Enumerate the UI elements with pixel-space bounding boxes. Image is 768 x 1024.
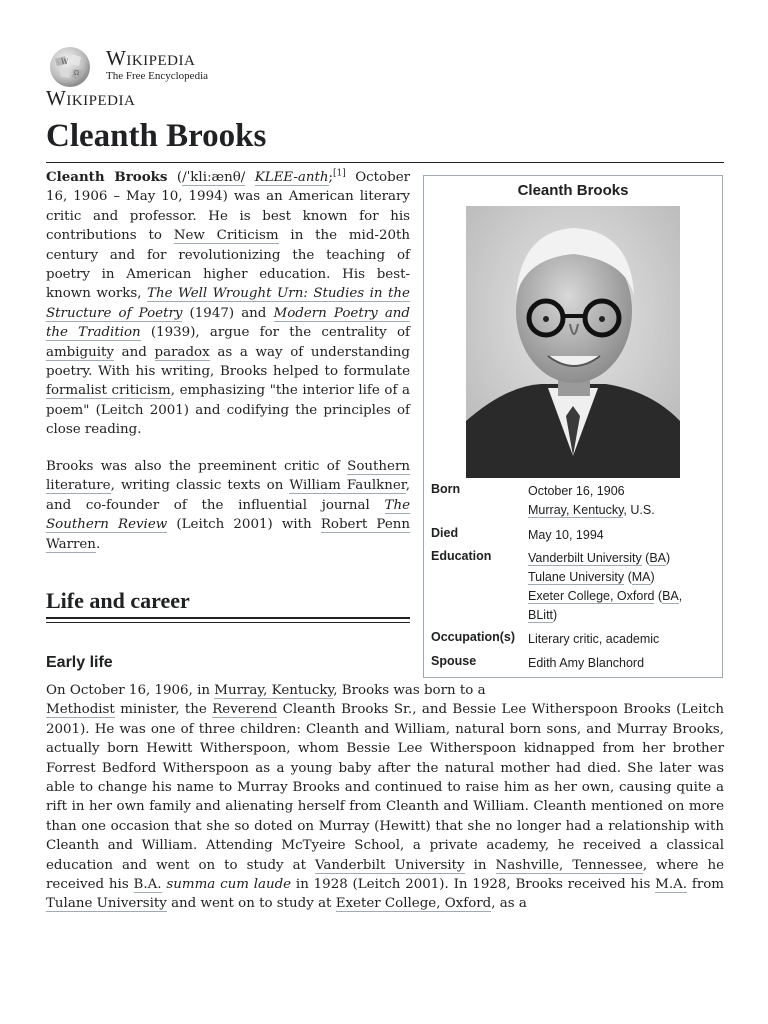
occupation-value: Literary critic, academic	[528, 632, 660, 646]
edu-tulane-link[interactable]: Tulane University	[528, 570, 625, 584]
text: October 16, 1906 – May 10, 1994) was an American literary critic and professor. He is best known for his contributions to	[46, 170, 411, 244]
text: (	[624, 570, 632, 584]
infobox-title: Cleanth Brooks	[517, 182, 629, 199]
spouse-label: Spouse	[431, 654, 477, 668]
text: Cleanth Brooks Sr., and Bessie Lee Witherspoon Brooks (Leitch 2001). He was one of three children: Cleanth and William, natural born sons, and Murray Brooks, actually born Hewitt Witherspoon, whom Bessie Lee Witherspoon kidnapped from her brother Forrest Bedford Witherspoon as a young baby after the natural mother had died. She later was able to change his name to Murray Brooks and continued to raise him as her own, causing quite a rift in her own family and alienating herself from Cleanth and William. Cleanth mentioned on more than one occasion that she so doted on Murray (Hewitt) that she no longer had a relationship with Cleanth and William. Attending McTyeire School, a private academy, he received a classical education and went on to study at	[46, 702, 724, 873]
text: , writing classic texts on	[110, 478, 290, 494]
vanderbilt-link[interactable]: Vanderbilt University	[314, 857, 465, 873]
text: in	[464, 857, 496, 873]
wikipedia-wordmark: Wikipedia	[106, 46, 196, 70]
ma-link[interactable]: M.A.	[655, 877, 688, 893]
formalist-criticism-link[interactable]: formalist criticism	[46, 383, 171, 399]
occupation-label: Occupation(s)	[431, 630, 516, 644]
title-divider	[46, 162, 724, 163]
well-wrought-urn-link[interactable]: The Well Wrought Urn: Studies in the Structure of Poetry	[46, 286, 410, 321]
text: , emphasizing "the interior life of a poem" (Leitch 2001) and codifying the principles of close reading.	[46, 383, 411, 438]
text: (1939), argue for the centrality of	[140, 325, 410, 341]
spouse-value: Edith Amy Blanchord	[528, 656, 645, 670]
education-label: Education	[431, 549, 492, 563]
site-name: Wikipedia	[46, 86, 136, 110]
text: , where he received his	[46, 857, 724, 893]
text: in the mid-20th century and for revolutionizing the teaching of poetry in American higher education. His best-known works,	[46, 228, 410, 302]
ambiguity-link[interactable]: ambiguity	[46, 344, 114, 360]
svg-text:Ω: Ω	[74, 70, 79, 77]
section-divider	[46, 622, 410, 623]
nashville-link[interactable]: Nashville, Tennessee	[495, 857, 643, 873]
text: , Brooks was born to a	[333, 683, 486, 698]
text: On October 16, 1906, in	[46, 683, 215, 698]
murray-kentucky-link[interactable]: Murray, Kentucky	[214, 683, 334, 698]
text: )	[666, 551, 671, 565]
william-faulkner-link[interactable]: William Faulkner	[289, 478, 406, 494]
edu-ma-link[interactable]: MA	[631, 570, 651, 584]
southern-literature-link[interactable]: Southern literature	[46, 459, 410, 494]
text: (	[654, 589, 663, 603]
born-country: , U.S.	[623, 503, 655, 517]
edu-ba-link[interactable]: BA	[649, 551, 667, 565]
text: .	[95, 536, 101, 552]
born-date: October 16, 1906	[528, 484, 625, 498]
ba-link[interactable]: B.A.	[133, 877, 162, 893]
wikipedia-globe-icon	[45, 44, 95, 88]
page-title: Cleanth Brooks	[46, 118, 267, 154]
text: , as a	[491, 896, 527, 912]
text: , and co-founder of the influential journal	[46, 478, 410, 513]
section-divider	[46, 617, 410, 619]
second-paragraph	[46, 457, 410, 554]
text: and went on to study at	[166, 896, 336, 912]
text: (Leitch 2001) with	[167, 517, 321, 533]
edu-blitt-link[interactable]: BLitt	[528, 608, 554, 622]
subsection-heading-early-life: Early life	[46, 654, 113, 671]
new-criticism-link[interactable]: New Criticism	[173, 228, 279, 244]
died-value: May 10, 1994	[528, 528, 604, 542]
text: Brooks was also the preeminent critic of	[46, 459, 348, 474]
infobox	[423, 175, 723, 678]
text: )	[553, 608, 558, 622]
methodist-link[interactable]: Methodist	[46, 702, 115, 718]
wikipedia-tagline: The Free Encyclopedia	[106, 70, 209, 82]
born-place-link[interactable]: Murray, Kentucky	[528, 503, 624, 517]
reverend-link[interactable]: Reverend	[212, 702, 278, 718]
honor-text: summa cum laude	[166, 877, 292, 893]
southern-review-link[interactable]: The Southern Review	[46, 497, 410, 533]
paradox-link[interactable]: paradox	[154, 344, 210, 360]
edu-exeter-link[interactable]: Exeter College, Oxford	[528, 589, 655, 603]
born-value	[528, 482, 716, 520]
text: as a way of understanding poetry. With his writing, Brooks helped to formulate	[46, 344, 410, 380]
lead-paragraph: Cleanth Brooks (/ˈkliːænθ/ KLEE-anth;[1] October 16, 1906 – May 10, 1994) was an American literary critic and professor. He is best known for his contributions to New Criticism in the mid-20th century and for revolutionizing the teaching of poetry in American higher education. His best-known works, The Well Wrought Urn: Studies in the Structure of Poetry (1947) and Modern Poetry and the Tradition (1939), argue for the centrality of ambiguity and paradox as a way of understanding poetry. With his writing, Brooks helped to formulate formalist criticism, emphasizing "the interior life of a poem" (Leitch 2001) and codifying the principles of close reading.	[46, 168, 411, 438]
edu-ba2-link[interactable]: BA	[662, 589, 679, 603]
robert-penn-warren-link[interactable]: Robert Penn Warren	[46, 517, 410, 552]
early-life-paragraph	[46, 681, 724, 914]
tulane-link[interactable]: Tulane University	[46, 896, 167, 912]
text: (	[167, 170, 183, 185]
svg-text:W: W	[61, 58, 69, 66]
died-label: Died	[431, 526, 459, 540]
portrait-photo[interactable]	[466, 206, 680, 478]
respelling-link[interactable]: KLEE-anth	[254, 170, 329, 185]
text: in 1928 (Leitch 2001). In 1928, Brooks received his	[291, 877, 656, 893]
born-label: Born	[431, 482, 461, 496]
exeter-college-link[interactable]: Exeter College, Oxford	[335, 896, 492, 912]
text: )	[650, 570, 655, 584]
subject-name: Cleanth Brooks	[46, 169, 168, 185]
text: ,	[678, 589, 683, 603]
modern-poetry-link[interactable]: Modern Poetry and the Tradition	[46, 305, 410, 341]
reference-1[interactable]: [1]	[333, 168, 346, 179]
ipa-link[interactable]: /ˈkliːænθ/	[182, 170, 246, 185]
text: from	[687, 877, 724, 893]
text: and	[113, 344, 155, 360]
edu-vanderbilt-link[interactable]: Vanderbilt University	[528, 551, 642, 565]
section-heading-life-and-career: Life and career	[46, 588, 190, 613]
text: (1947) and	[182, 305, 274, 321]
text: minister, the	[114, 702, 213, 718]
text: (	[641, 551, 650, 565]
education-value	[528, 549, 716, 625]
